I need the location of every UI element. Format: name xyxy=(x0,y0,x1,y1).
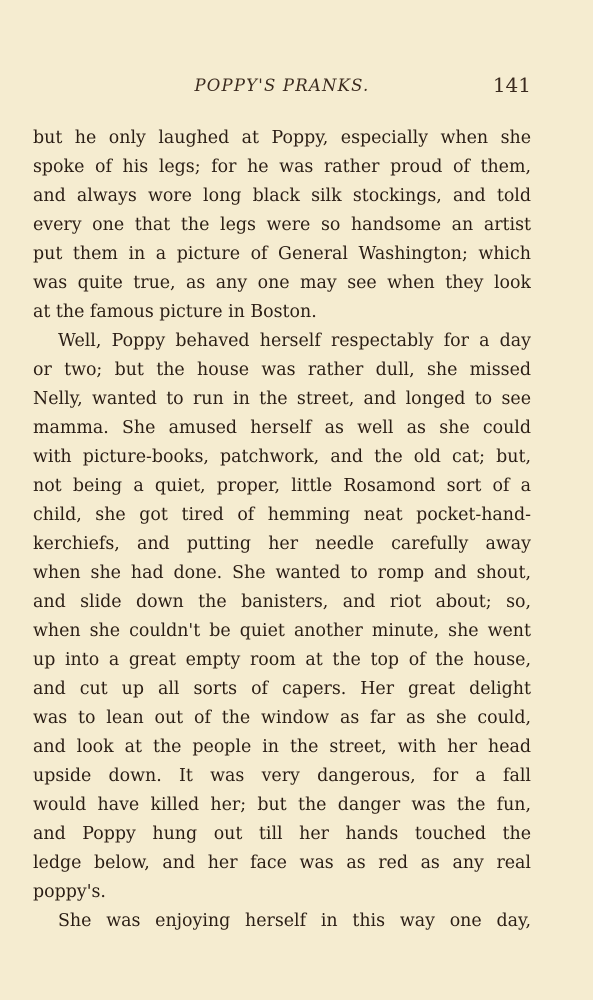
text-line: and Poppy hung out till her hands touched the xyxy=(33,824,531,844)
text-line: ledge below, and her face was as red as any real xyxy=(33,853,531,873)
text-line: and look at the people in the street, with her head xyxy=(33,737,531,757)
text-line: with picture-books, patchwork, and the old cat; but, xyxy=(33,447,531,467)
text-line: poppy's. xyxy=(33,882,106,902)
text-line: was quite true, as any one may see when they look xyxy=(33,273,531,293)
text-line: would have killed her; but the danger was the fun, xyxy=(33,795,531,815)
text-line: every one that the legs were so handsome an artist xyxy=(33,215,531,235)
text-line: at the famous picture in Boston. xyxy=(33,302,317,322)
text-line: and cut up all sorts of capers. Her great delight xyxy=(33,679,531,699)
text-line: upside down. It was very dangerous, for a fall xyxy=(33,766,531,786)
text-line: was to lean out of the window as far as she could, xyxy=(33,708,531,728)
text-line: and always wore long black silk stockings, and told xyxy=(33,186,531,206)
text-line: mamma. She amused herself as well as she could xyxy=(33,418,531,438)
text-line: not being a quiet, proper, little Rosamond sort of a xyxy=(33,476,531,496)
text-line: up into a great empty room at the top of the house, xyxy=(33,650,531,670)
page-number: 141 xyxy=(492,73,531,97)
text-line: when she couldn't be quiet another minute, she went xyxy=(33,621,531,641)
text-line: but he only laughed at Poppy, especially when she xyxy=(33,128,531,148)
text-line: child, she got tired of hemming neat pocket-hand- xyxy=(33,505,531,525)
text-line: put them in a picture of General Washington; which xyxy=(33,244,531,264)
text-line: or two; but the house was rather dull, she missed xyxy=(33,360,531,380)
text-line: when she had done. She wanted to romp and shout, xyxy=(33,563,531,583)
text-line: She was enjoying herself in this way one day, xyxy=(58,911,531,931)
body-text xyxy=(33,124,531,936)
running-title: POPPY'S PRANKS. xyxy=(194,76,370,95)
text-line: Nelly, wanted to run in the street, and longed to see xyxy=(33,389,531,409)
text-line: spoke of his legs; for he was rather proud of them, xyxy=(33,157,531,177)
text-line: Well, Poppy behaved herself respectably for a day xyxy=(58,331,531,351)
text-line: and slide down the banisters, and riot about; so, xyxy=(33,592,531,612)
text-line: kerchiefs, and putting her needle carefully away xyxy=(33,534,531,554)
page-header xyxy=(33,73,531,102)
